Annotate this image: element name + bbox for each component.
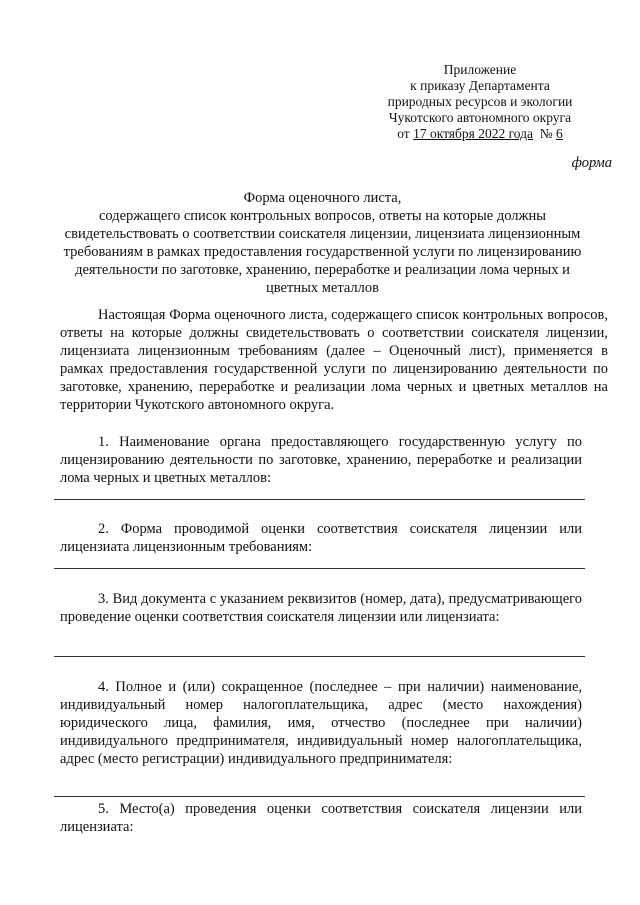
- answer-line-1[interactable]: [54, 499, 585, 500]
- title-line: цветных металлов: [266, 280, 379, 296]
- appendix-date-line: [360, 126, 600, 142]
- appendix-block: [360, 62, 600, 142]
- answer-line-4[interactable]: [54, 796, 585, 797]
- form-item-4: 4. Полное и (или) сокращенное (последнее – при наличии) наименование, индивидуальный номер налогоплательщика, адрес (место нахождения) юридического лица, фамилия, имя, отчество (последнее при наличии) индивидуального предпринимателя, индивидуальный номер налогоплательщика, адрес (место регистрации) индивидуального предпринимателя:: [60, 679, 582, 767]
- document-title: [60, 189, 585, 297]
- appendix-line: к приказу Департамента: [410, 78, 550, 93]
- form-item-1: 1. Наименование органа предоставляющего государственную услугу по лицензированию деятельности по заготовке, хранению, переработке и реализации лома черных и цветных металлов:: [60, 434, 582, 486]
- title-line: требованиям в рамках предоставления государственной услуги по лицензированию: [63, 244, 582, 260]
- title-line: содержащего список контрольных вопросов, ответы на которые должны: [98, 208, 547, 224]
- form-item-3: 3. Вид документа с указанием реквизитов (номер, дата), предусматривающего проведение оценки соответствия соискателя лицензии или лицензиата:: [60, 591, 582, 625]
- appendix-date-prefix: от: [397, 126, 414, 141]
- appendix-line: Чукотского автономного округа: [388, 110, 572, 125]
- form-item-5: 5. Место(а) проведения оценки соответствия соискателя лицензии или лицензиата:: [60, 801, 582, 835]
- form-mark: форма: [571, 155, 612, 171]
- appendix-number-prefix: №: [539, 126, 557, 141]
- title-line: Форма оценочного листа,: [243, 190, 402, 206]
- title-line: свидетельствовать о соответствии соискателя лицензии, лицензиата лицензионным: [64, 226, 581, 242]
- appendix-date: 17 октября 2022 года: [413, 126, 534, 141]
- answer-line-2[interactable]: [54, 568, 585, 569]
- appendix-line: природных ресурсов и экологии: [387, 94, 573, 109]
- title-line: деятельности по заготовке, хранению, переработке и реализации лома черных и: [75, 262, 570, 278]
- appendix-line: Приложение: [443, 62, 517, 77]
- form-item-2: 2. Форма проводимой оценки соответствия соискателя лицензии или лицензиата лицензионным требованиям:: [60, 521, 582, 555]
- intro-paragraph: Настоящая Форма оценочного листа, содержащего список контрольных вопросов, ответы на которые должны свидетельствовать о соответствии соискателя лицензии, лицензиата лицензионным требованиям (далее – Оценочный лист), применяется в рамках предоставления государственной услуги по лицензированию деятельности по заготовке, хранению, переработке и реализации лома черных и цветных металлов на территории Чукотского автономного округа.: [60, 307, 608, 413]
- appendix-number: 6: [556, 126, 563, 141]
- answer-line-3[interactable]: [54, 656, 585, 657]
